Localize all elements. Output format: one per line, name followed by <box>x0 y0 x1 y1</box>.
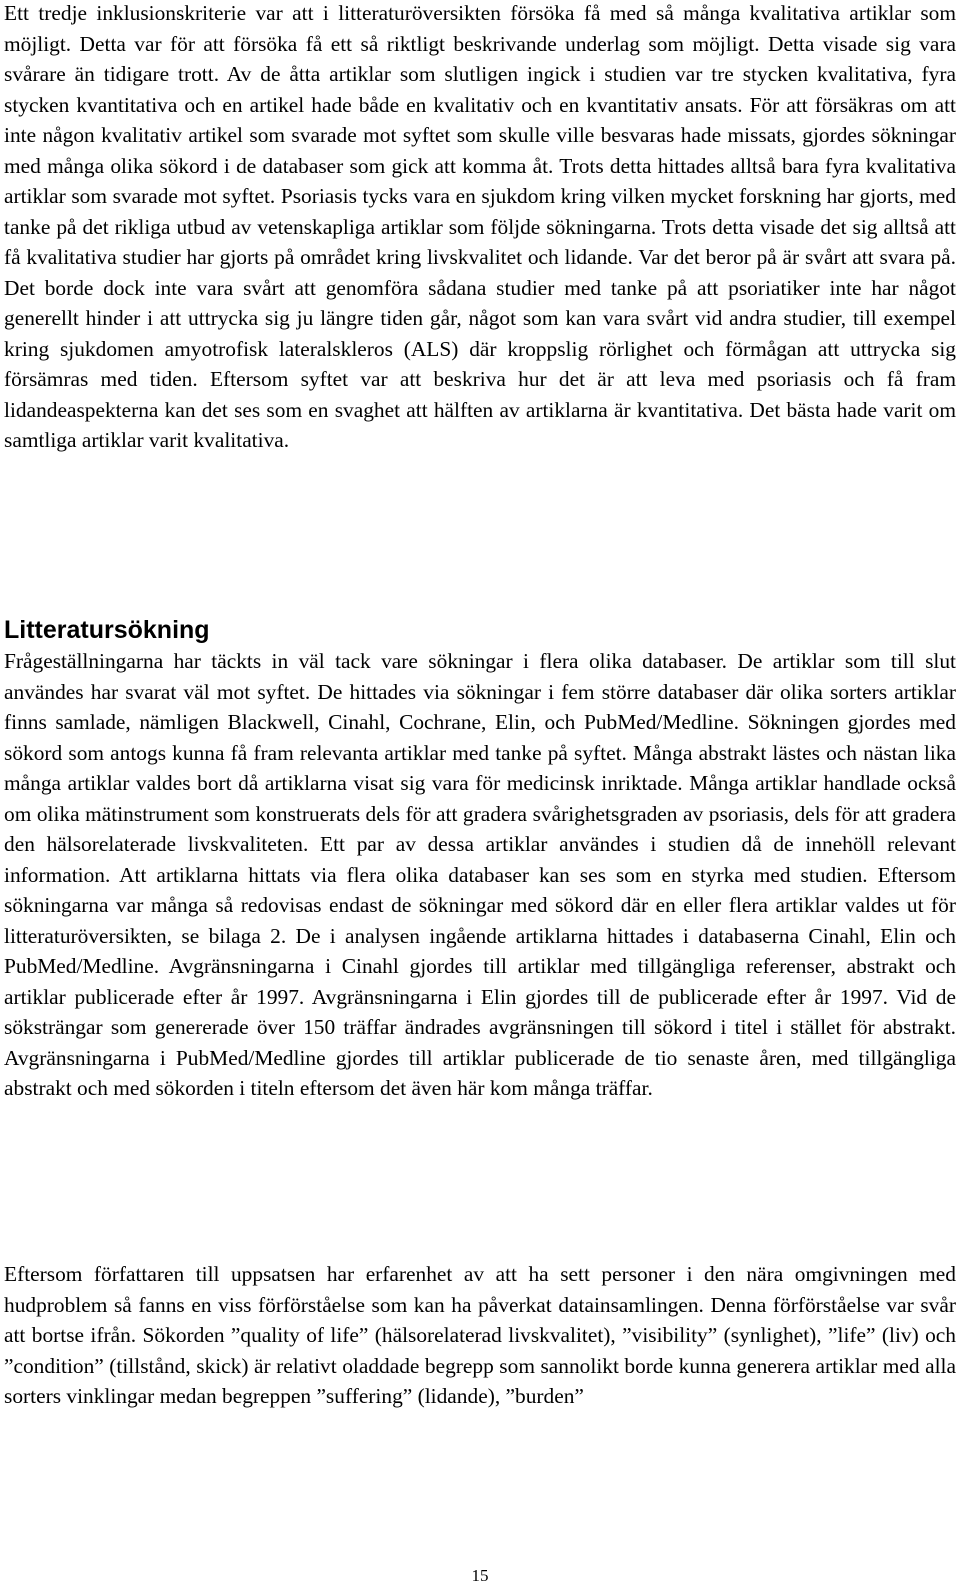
page-number: 15 <box>471 1566 489 1585</box>
body-paragraph-1: Ett tredje inklusionskriterie var att i litteraturöversikten försöka få med så många kvalitativa artiklar som möjligt. Detta var för att försöka få ett så riktligt beskrivande underlag som möjligt. Detta visade sig vara svårare än tidigare trott. Av de åtta artiklar som slutligen ingick i studien var tre stycken kvalitativa, fyra stycken kvantitativa och en artikel hade både en kvalitativ och en kvantitativ ansats. För att försäkras om att inte någon kvalitativ artikel som svarade mot syftet som skulle ville besvaras hade missats, gjordes sökningar med många olika sökord i de databaser som gick att komma åt. Trots detta hittades alltså bara fyra kvalitativa artiklar som svarade mot syftet. Psoriasis tycks vara en sjukdom kring vilken mycket forskning har gjorts, med tanke på det rikliga utbud av vetenskapliga artiklar som följde sökningarna. Trots detta visade det sig alltså att få kvalitativa studier har gjorts på området kring livskvalitet och lidande. Var det beror på är svårt att svara på. Det borde dock inte vara svårt att genomföra sådana studier med tanke på att psoriatiker inte har något generellt hinder i att uttrycka sig ju längre tiden går, något som kan vara svårt vid andra studier, till exempel kring sjukdomen amyotrofisk lateralskleros (ALS) där kroppslig rörlighet och förmågan att uttrycka sig försämras med tiden. Eftersom syftet var att beskriva hur det är att leva med psoriasis och få fram lidandeaspekterna kan det ses som en svaghet att hälften av artiklarna är kvantitativa. Det bästa hade varit om samtliga artiklar varit kvalitativa. <box>4 1 956 452</box>
body-paragraph-3: Eftersom författaren till uppsatsen har erfarenhet av att ha sett personer i den nära omgivningen med hudproblem så fanns en viss förförståelse som kan ha påverkat datainsamlingen. Denna förförståelse var svår att bortse ifrån. Sökorden ”quality of life” (hälsorelaterad livskvalitet), ”visibility” (synlighet), ”life” (liv) och ”condition” (tillstånd, skick) är relativt oladdade begrepp som sannolikt borde kunna generera artiklar med alla sorters vinklingar medan begreppen ”suffering” (lidande), ”burden” <box>4 1262 956 1408</box>
section-heading: Litteratursökning <box>4 616 210 644</box>
body-paragraph-2: Frågeställningarna har täckts in väl tack vare sökningar i flera olika databaser. De artiklar som till slut användes har svarat väl mot syftet. De hittades via sökningar i fem större databaser där olika sorters artiklar finns samlade, nämligen Blackwell, Cinahl, Cochrane, Elin, och PubMed/Medline. Sökningen gjordes med sökord som antogs kunna få fram relevanta artiklar med tanke på syftet. Många abstrakt lästes och nästan lika många artiklar valdes bort då artiklarna visat sig vara för medicinsk inriktade. Många artiklar handlade också om olika mätinstrument som konstruerats dels för att gradera svårighetsgraden av psoriasis, dels för att gradera den hälsorelaterade livskvaliteten. Ett par av dessa artiklar användes i studien då de innehöll relevant information. Att artiklarna hittats via flera olika databaser kan ses som en styrka med studien. Eftersom sökningarna var många så redovisas endast de sökningar med sökord där en eller flera artiklar valdes ut för litteraturöversikten, se bilaga 2. De i analysen ingående artiklarna hittades i databaserna Cinahl, Elin och PubMed/Medline. Avgränsningarna i Cinahl gjordes till artiklar med tillgängliga referenser, abstrakt och artiklar publicerade efter år 1997. Avgränsningarna i Elin gjordes till de publicerade efter år 1997. Vid de söksträngar som genererade över 150 träffar ändrades avgränsningen till sökord i titel i stället för abstrakt. Avgränsningarna i PubMed/Medline gjordes till artiklar publicerade de tio senaste åren, med tillgängliga abstrakt och med sökorden i titeln eftersom det även här kom många träffar. <box>4 649 956 1100</box>
